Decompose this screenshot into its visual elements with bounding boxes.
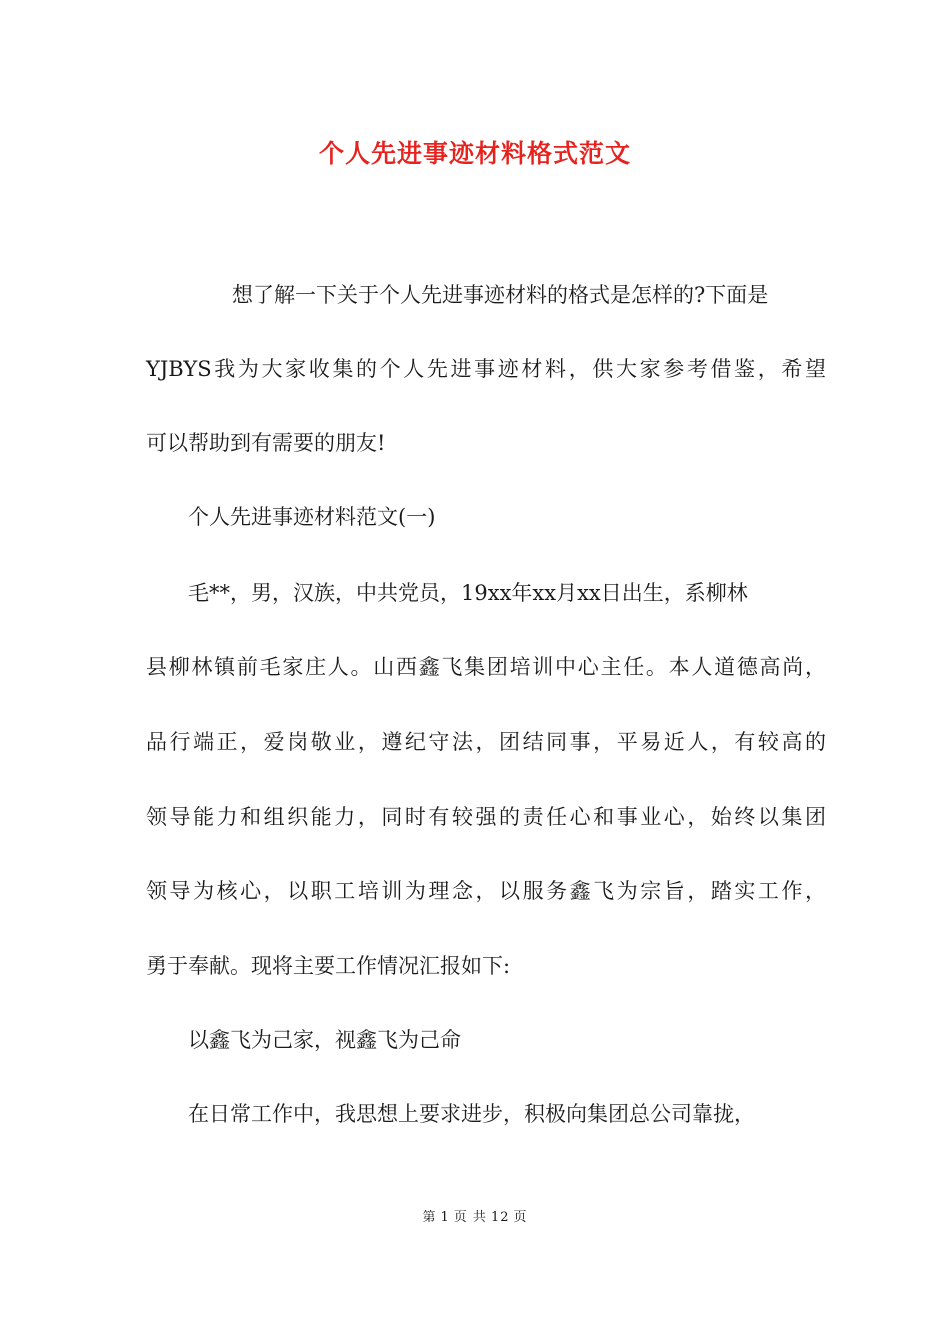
footer-total-pages: 12 bbox=[490, 1210, 510, 1225]
footer-current-page: 1 bbox=[440, 1210, 450, 1225]
paragraph-line: 想了解一下关于个人先进事迹材料的格式是怎样的?下面是 bbox=[232, 283, 769, 307]
paragraph-line: 勇于奉献。现将主要工作情况汇报如下: bbox=[146, 954, 511, 978]
paragraph-line: 品行端正，爱岗敬业，遵纪守法，团结同事，平易近人，有较高的 bbox=[146, 730, 826, 754]
paragraph-line: 县柳林镇前毛家庄人。山西鑫飞集团培训中心主任。本人道德高尚， bbox=[146, 655, 826, 679]
footer-prefix: 第 bbox=[422, 1210, 437, 1225]
paragraph-line: 毛**，男，汉族，中共党员，19xx年xx月xx日出生，系柳林 bbox=[188, 581, 748, 605]
page-footer bbox=[0, 1208, 950, 1228]
paragraph-line: YJBYS我为大家收集的个人先进事迹材料，供大家参考借鉴，希望 bbox=[146, 357, 826, 381]
section-heading: 个人先进事迹材料范文(一) bbox=[188, 505, 436, 529]
paragraph-line: 在日常工作中，我思想上要求进步，积极向集团总公司靠拢， bbox=[188, 1102, 755, 1126]
document-title: 个人先进事迹材料格式范文 bbox=[318, 139, 631, 168]
paragraph-line: 领导为核心，以职工培训为理念，以服务鑫飞为宗旨，踏实工作， bbox=[146, 879, 826, 903]
footer-middle: 页 共 bbox=[453, 1210, 487, 1225]
section-heading: 以鑫飞为己家，视鑫飞为己命 bbox=[188, 1028, 461, 1052]
footer-suffix: 页 bbox=[513, 1210, 528, 1225]
paragraph-line: 领导能力和组织能力，同时有较强的责任心和事业心，始终以集团 bbox=[146, 805, 826, 829]
paragraph-line: 可以帮助到有需要的朋友! bbox=[146, 431, 386, 455]
